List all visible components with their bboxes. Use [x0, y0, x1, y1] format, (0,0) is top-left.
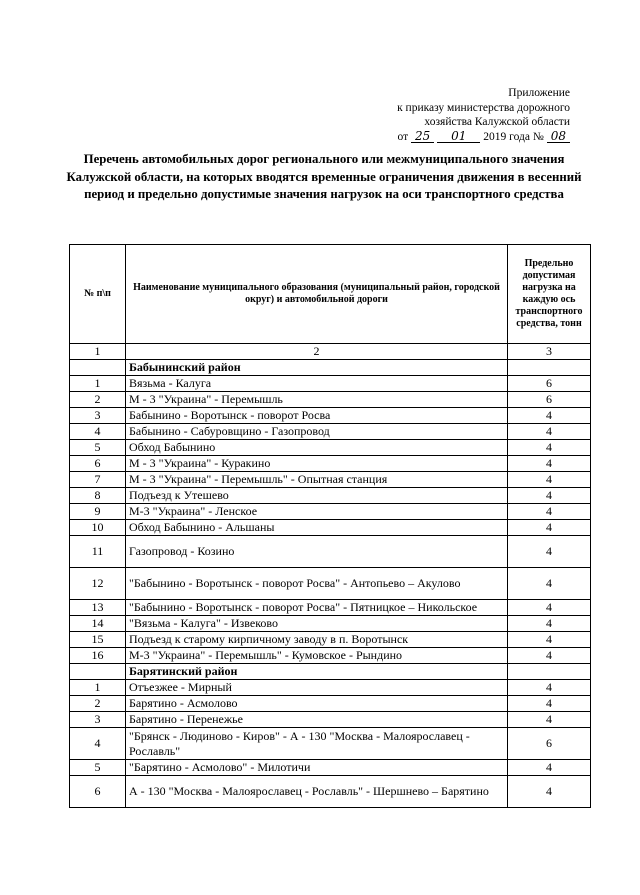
date-day: 25	[411, 131, 434, 143]
district-row	[70, 664, 591, 680]
row-road-name: М - 3 "Украина" - Перемышль" - Опытная станция	[126, 472, 508, 488]
row-num: 5	[70, 760, 126, 776]
row-load: 4	[508, 504, 591, 520]
district-row	[70, 360, 591, 376]
row-road-name: М-3 "Украина" - Перемышль" - Кумовское - Рындино	[126, 648, 508, 664]
row-num: 6	[70, 456, 126, 472]
row-load: 4	[508, 456, 591, 472]
table-row	[70, 504, 591, 520]
row-num: 1	[70, 376, 126, 392]
row-num: 2	[70, 696, 126, 712]
row-road-name: Обход Бабынино - Альшаны	[126, 520, 508, 536]
row-num: 3	[70, 408, 126, 424]
row-load: 6	[508, 392, 591, 408]
row-road-name: Бабынино - Сабуровщино - Газопровод	[126, 424, 508, 440]
row-num: 4	[70, 424, 126, 440]
row-num: 4	[70, 728, 126, 760]
row-load: 4	[508, 440, 591, 456]
row-load: 4	[508, 408, 591, 424]
row-road-name: "Барятино - Асмолово" - Милотичи	[126, 760, 508, 776]
row-road-name: Отъезжее - Мирный	[126, 680, 508, 696]
row-num: 15	[70, 632, 126, 648]
row-road-name: М - 3 "Украина" - Перемышль	[126, 392, 508, 408]
document-title: Перечень автомобильных дорог регионального или межмуниципального значения Калужской области, на которых вводятся временные ограничения движения в весенний период и предельно допустимые значения нагрузок на оси транспортного средства	[66, 152, 582, 201]
table-row	[70, 776, 591, 808]
table-row	[70, 424, 591, 440]
row-road-name: Газопровод - Козино	[126, 536, 508, 568]
row-load: 4	[508, 632, 591, 648]
table-row	[70, 376, 591, 392]
row-num: 14	[70, 616, 126, 632]
row-num: 12	[70, 568, 126, 600]
appendix-date-line	[310, 130, 570, 145]
order-number: 08	[547, 131, 570, 143]
row-load: 4	[508, 680, 591, 696]
row-num: 7	[70, 472, 126, 488]
row-road-name: "Брянск - Людиново - Киров" - А - 130 "Москва - Малоярославец - Рославль"	[126, 728, 508, 760]
district-name: Бабынинский район	[126, 360, 508, 376]
table-row	[70, 616, 591, 632]
table-row	[70, 536, 591, 568]
table-row	[70, 632, 591, 648]
index-name: 2	[126, 344, 508, 360]
table-row	[70, 728, 591, 760]
row-road-name: М - 3 "Украина" - Куракино	[126, 456, 508, 472]
row-road-name: Подъезд к Утешево	[126, 488, 508, 504]
row-load: 4	[508, 600, 591, 616]
row-road-name: "Вязьма - Калуга" - Извеково	[126, 616, 508, 632]
row-num: 8	[70, 488, 126, 504]
table-row	[70, 392, 591, 408]
row-load: 4	[508, 648, 591, 664]
index-num: 1	[70, 344, 126, 360]
row-num: 13	[70, 600, 126, 616]
row-num	[70, 664, 126, 680]
row-load	[508, 360, 591, 376]
row-road-name: Вязьма - Калуга	[126, 376, 508, 392]
table-row	[70, 568, 591, 600]
row-num: 3	[70, 712, 126, 728]
row-load: 4	[508, 536, 591, 568]
row-load: 4	[508, 488, 591, 504]
appendix-block	[310, 86, 570, 144]
row-load: 4	[508, 472, 591, 488]
date-prefix: от	[397, 130, 409, 143]
row-load: 6	[508, 376, 591, 392]
row-road-name: Бабынино - Воротынск - поворот Росва	[126, 408, 508, 424]
row-num: 11	[70, 536, 126, 568]
row-num: 1	[70, 680, 126, 696]
row-load: 4	[508, 760, 591, 776]
number-sign: №	[532, 130, 544, 143]
header-num: № п\п	[70, 245, 126, 344]
table-row	[70, 600, 591, 616]
row-num: 16	[70, 648, 126, 664]
row-load	[508, 664, 591, 680]
index-load: 3	[508, 344, 591, 360]
row-num: 2	[70, 392, 126, 408]
row-num: 9	[70, 504, 126, 520]
row-road-name: Обход Бабынино	[126, 440, 508, 456]
appendix-title: Приложение	[508, 87, 570, 99]
header-load: Предельно допустимая нагрузка на каждую ось транспортного средства, тонн	[508, 245, 591, 344]
table-row	[70, 648, 591, 664]
district-name: Барятинский район	[126, 664, 508, 680]
row-num: 10	[70, 520, 126, 536]
table-header-row	[70, 245, 591, 344]
appendix-order-line: к приказу министерства дорожного	[397, 101, 570, 114]
row-load: 4	[508, 696, 591, 712]
row-load: 6	[508, 728, 591, 760]
row-num: 6	[70, 776, 126, 808]
date-year: 2019 года	[483, 130, 530, 143]
row-num	[70, 360, 126, 376]
row-road-name: "Бабынино - Воротынск - поворот Росва" - Антопьево – Акулово	[126, 568, 508, 600]
table-row	[70, 408, 591, 424]
row-road-name: "Бабынино - Воротынск - поворот Росва" - Пятницкое – Никольское	[126, 600, 508, 616]
table-row	[70, 472, 591, 488]
row-road-name: М-3 "Украина" - Ленское	[126, 504, 508, 520]
table-row	[70, 456, 591, 472]
row-load: 4	[508, 712, 591, 728]
row-road-name: Барятино - Асмолово	[126, 696, 508, 712]
row-road-name: Барятино - Перенежье	[126, 712, 508, 728]
row-load: 4	[508, 520, 591, 536]
row-load: 4	[508, 776, 591, 808]
table-row	[70, 680, 591, 696]
roads-table	[69, 244, 591, 808]
date-month: 01	[437, 131, 480, 143]
table-row	[70, 760, 591, 776]
table-row	[70, 712, 591, 728]
appendix-ministry-line: хозяйства Калужской области	[424, 116, 570, 128]
table-row	[70, 520, 591, 536]
row-load: 4	[508, 424, 591, 440]
table-row	[70, 488, 591, 504]
row-road-name: Подъезд к старому кирпичному заводу в п. Воротынск	[126, 632, 508, 648]
table-row	[70, 696, 591, 712]
row-load: 4	[508, 568, 591, 600]
table-row	[70, 440, 591, 456]
index-row	[70, 344, 591, 360]
row-load: 4	[508, 616, 591, 632]
header-name: Наименование муниципального образования (муниципальный район, городской округ) и автомобильной дороги	[126, 245, 508, 344]
row-num: 5	[70, 440, 126, 456]
row-road-name: А - 130 "Москва - Малоярославец - Рославль" - Шершнево – Барятино	[126, 776, 508, 808]
